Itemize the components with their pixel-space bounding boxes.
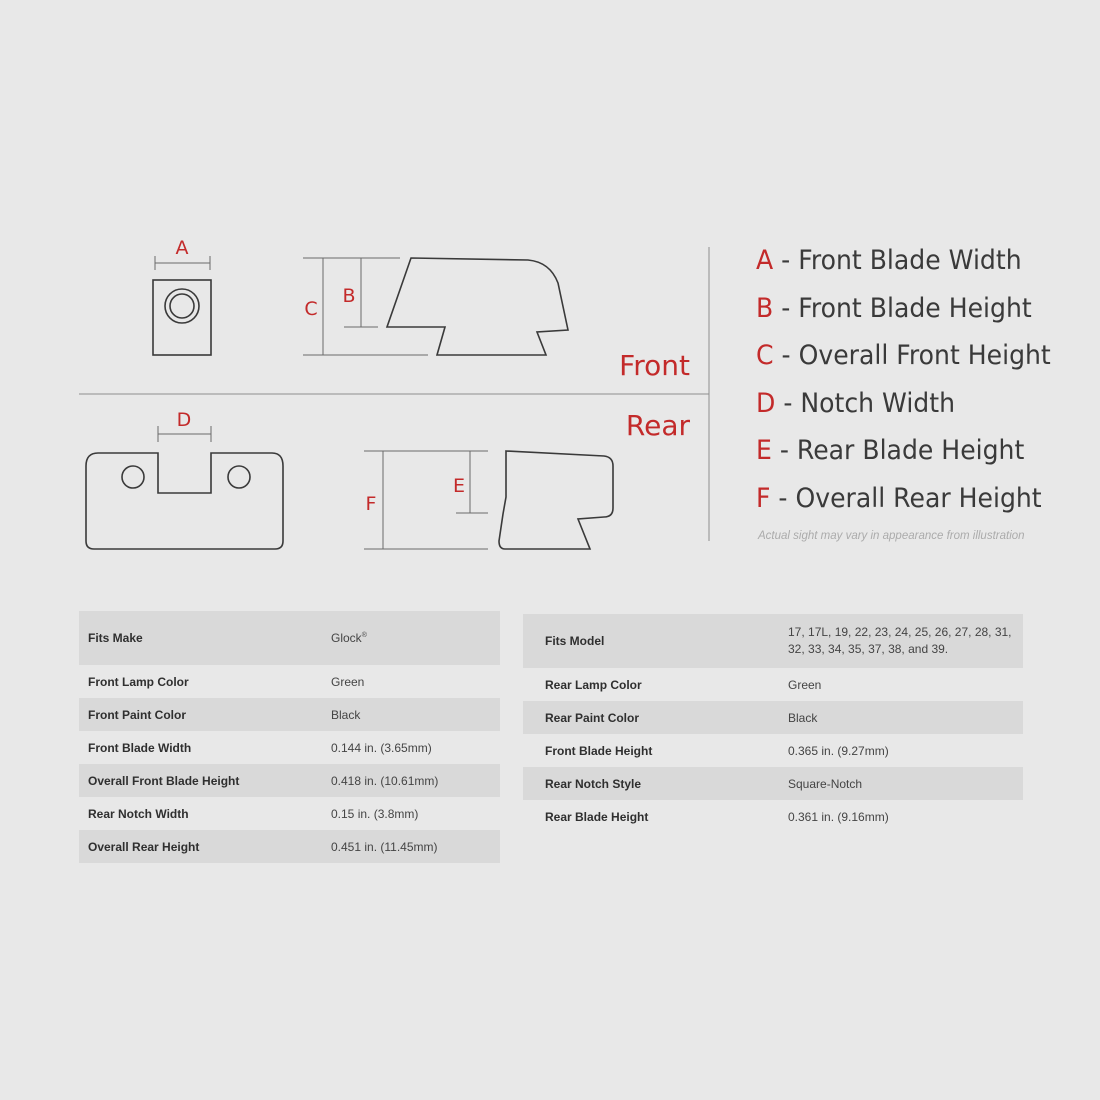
spec-value: Glock®	[331, 611, 500, 665]
spec-value: 0.361 in. (9.16mm)	[788, 809, 889, 824]
spec-value: Black	[331, 698, 500, 731]
section-label-front: Front	[619, 349, 690, 382]
table-row	[523, 668, 1023, 701]
table-row	[79, 731, 500, 764]
table-row	[523, 734, 1023, 767]
spec-label: Overall Rear Height	[79, 830, 331, 863]
legend-item-b: B - Front Blade Height	[756, 292, 1032, 324]
spec-value: 17, 17L, 19, 22, 23, 24, 25, 26, 27, 28, 31, 32, 33, 34, 35, 37, 38, and 39.	[788, 614, 1023, 668]
spec-label: Fits Make	[79, 611, 331, 665]
rear-sight-end-profile	[86, 453, 283, 549]
spec-value: Green	[331, 674, 365, 689]
spec-value: Square-Notch	[788, 767, 1023, 800]
spec-label: Rear Notch Style	[523, 767, 788, 800]
legend-item-c: C - Overall Front Height	[756, 340, 1051, 371]
rear-sight-side-profile	[499, 451, 613, 549]
table-row	[79, 698, 500, 731]
dim-label-d: D	[176, 409, 192, 431]
table-row	[79, 665, 500, 698]
spec-label: Rear Lamp Color	[545, 677, 642, 692]
dim-label-f: F	[365, 493, 377, 515]
spec-value: 0.451 in. (11.45mm)	[331, 830, 500, 863]
legend-item-e: E - Rear Blade Height	[756, 435, 1025, 466]
spec-value: 0.365 in. (9.27mm)	[788, 743, 889, 758]
illustration-disclaimer: Actual sight may vary in appearance from illustration	[758, 530, 1025, 542]
table-row	[523, 800, 1023, 833]
spec-label: Front Blade Height	[545, 743, 653, 758]
spec-value: 0.418 in. (10.61mm)	[331, 764, 500, 797]
spec-label: Overall Front Blade Height	[79, 764, 331, 797]
section-label-rear: Rear	[625, 409, 690, 442]
dimension-c	[303, 258, 428, 355]
table-row	[79, 830, 500, 863]
spec-table-left	[79, 611, 500, 863]
spec-label: Rear Paint Color	[523, 701, 788, 734]
table-row	[523, 614, 1023, 668]
dim-label-e: E	[452, 475, 466, 497]
table-row	[79, 764, 500, 797]
dim-label-c: C	[304, 298, 318, 320]
spec-label: Front Lamp Color	[88, 674, 189, 689]
legend-item-f: F - Overall Rear Height	[756, 482, 1042, 514]
dimension-f	[364, 451, 488, 549]
table-row	[523, 701, 1023, 734]
dimension-legend	[756, 240, 1086, 525]
dim-label-a: A	[175, 237, 189, 259]
spec-table-right	[523, 614, 1023, 833]
table-row	[79, 611, 500, 665]
table-row	[523, 767, 1023, 800]
front-sight-side-profile	[387, 258, 568, 355]
table-row	[79, 797, 500, 830]
spec-label: Front Blade Width	[88, 740, 192, 755]
spec-value: 0.15 in. (3.8mm)	[331, 806, 419, 821]
spec-value: 0.144 in. (3.65mm)	[331, 740, 432, 755]
spec-label: Fits Model	[523, 614, 788, 668]
spec-value: Green	[788, 677, 822, 692]
legend-item-d: D - Notch Width	[756, 387, 956, 419]
spec-label: Front Paint Color	[79, 698, 331, 731]
rear-lamp-left	[122, 466, 144, 488]
spec-label: Rear Notch Width	[88, 806, 189, 821]
front-sight-end-view	[153, 280, 211, 355]
rear-lamp-right	[228, 466, 250, 488]
spec-value: Black	[788, 701, 1023, 734]
spec-label: Rear Blade Height	[545, 809, 649, 824]
legend-item-a: A - Front Blade Width	[756, 245, 1022, 276]
dim-label-b: B	[342, 285, 356, 307]
